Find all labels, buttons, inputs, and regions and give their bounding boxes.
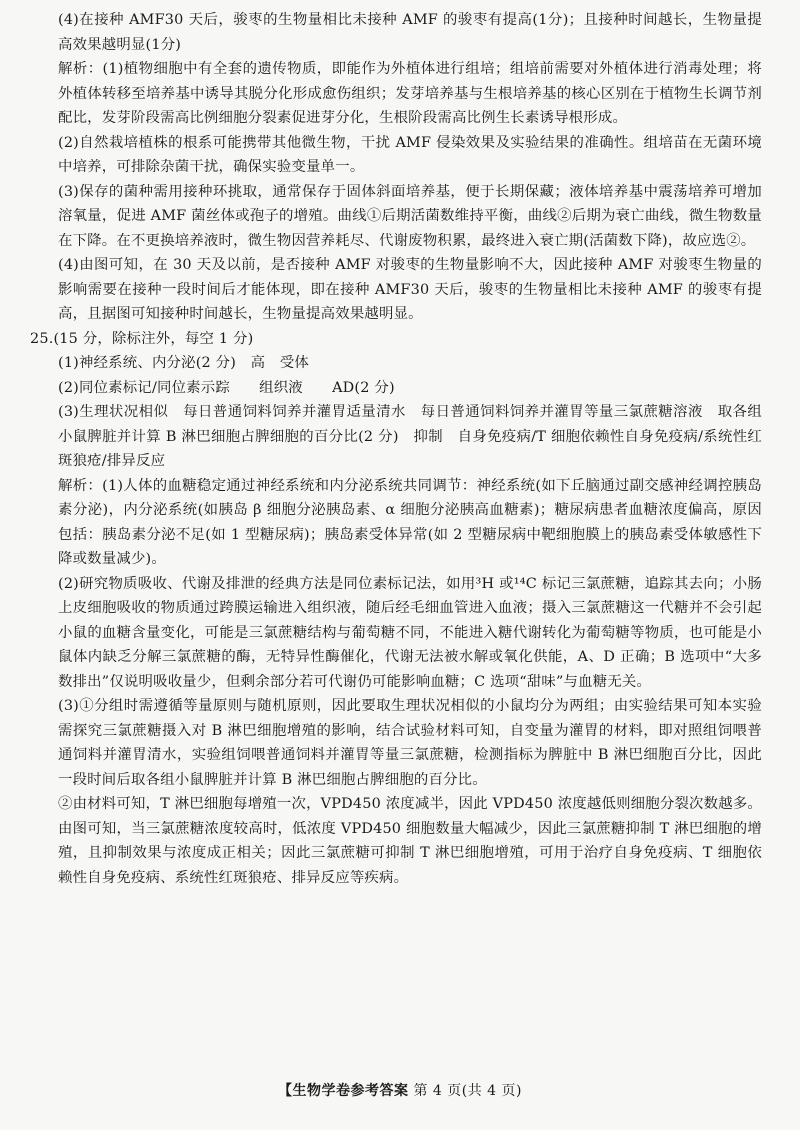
analysis-24-4: (4)由图可知，在 30 天及以前，是否接种 AMF 对骏枣的生物量影响不大，因此接种 AMF 对骏枣生物量的影响需要在接种一段时间后才能体现，即在接种 AMF30 天后，骏枣的生物量相比未接种 AMF 的骏枣有提高，且据图可知接种时间越长，生物量提高效果越明显。 <box>58 257 762 322</box>
footer-title: 【生物学卷参考答案 <box>278 1083 409 1099</box>
footer-page-number: 第 4 页(共 4 页) <box>413 1083 522 1099</box>
analysis-25-2: (2)研究物质吸收、代谢及排泄的经典方法是同位素标记法，如用³H 或¹⁴C 标记三氯蔗糖，追踪其去向；小肠上皮细胞吸收的物质通过跨膜运输进入组织液，随后经毛细血管进入血液；摄入三氯蔗糖这一代糖并不会引起小鼠的血糖含量变化，可能是三氯蔗糖结构与葡萄糖不同，不能进入糖代谢转化为葡萄糖等物质，也可能是小鼠体内缺乏分解三氯蔗糖的酶，无特异性酶催化，代谢无法被水解或氧化供能，A、D 正确；B 选项中“大多数排出”仅说明吸收量少，但剩余部分若可代谢仍可能影响血糖；C 选项“甜味”与血糖无关。 <box>58 575 762 690</box>
question-25-heading: 25.(15 分，除标注外，每空 1 分) <box>30 330 254 347</box>
analysis-25-1: 解析：(1)人体的血糖稳定通过神经系统和内分泌系统共同调节：神经系统(如下丘脑通过副交感神经调控胰岛素分泌)，内分泌系统(如胰岛 β 细胞分泌胰岛素、α 细胞分泌胰高血糖素)；糖尿病患者血糖浓度偏高，原因包括：胰岛素分泌不足(如 1 型糖尿病)；胰岛素受体异常(如 2 型糖尿病中靶细胞膜上的胰岛素受体敏感性下降或数量减少)。 <box>58 477 762 567</box>
answer-25-3: (3)生理状况相似 每日普通饲料饲养并灌胃适量清水 每日普通饲料饲养并灌胃等量三氯蔗糖溶液 取各组小鼠脾脏并计算 B 淋巴细胞占脾细胞的百分比(2 分) 抑制 自身免疫病/T 细胞依赖性自身免疫病/系统性红斑狼疮/排异反应 <box>58 404 762 469</box>
analysis-25-3-1: (3)①分组时需遵循等量原则与随机原则，因此要取生理状况相似的小鼠均分为两组；由实验结果可知本实验需探究三氯蔗糖摄入对 B 淋巴细胞增殖的影响，结合试验材料可知，自变量为灌胃的材料，即对照组饲喂普通饲料并灌胃清水，实验组饲喂普通饲料并灌胃等量三氯蔗糖，检测指标为脾脏中 B 淋巴细胞百分比，因此一段时间后取各组小鼠脾脏并计算 B 淋巴细胞占脾细胞的百分比。 <box>58 698 762 788</box>
analysis-24-3: (3)保存的菌种需用接种环挑取，通常保存于固体斜面培养基，便于长期保藏；液体培养基中震荡培养可增加溶氧量，促进 AMF 菌丝体或孢子的增殖。曲线①后期活菌数维持平衡，曲线②后期为衰亡曲线，微生物数量在下降。在不更换培养液时，微生物因营养耗尽、代谢废物积累，最终进入衰亡期(活菌数下降)，故应选②。 <box>58 183 762 249</box>
answer-25-1: (1)神经系统、内分泌(2 分) 高 受体 <box>58 355 310 371</box>
analysis-25-3-2: ②由材料可知，T 淋巴细胞每增殖一次，VPD450 浓度减半，因此 VPD450 浓度越低则细胞分裂次数越多。由图可知，当三氯蔗糖浓度较高时，低浓度 VPD450 细胞数量大幅减少，因此三氯蔗糖抑制 T 淋巴细胞的增殖，且抑制效果与浓度成正相关；因此三氯蔗糖可抑制 T 淋巴细胞增殖，可用于治疗自身免疫病、T 细胞依赖性自身免疫病、系统性红斑狼疮、排异反应等疾病。 <box>58 796 762 886</box>
analysis-24-2: (2)自然栽培植株的根系可能携带其他微生物，干扰 AMF 侵染效果及实验结果的准确性。组培苗在无菌环境中培养，可排除杂菌干扰，确保实验变量单一。 <box>58 134 762 175</box>
answer-24-4: (4)在接种 AMF30 天后，骏枣的生物量相比未接种 AMF 的骏枣有提高(1分)；且接种时间越长，生物量提高效果越明显(1分) <box>58 12 762 53</box>
answer-25-2: (2)同位素标记/同位素示踪 组织液 AD(2 分) <box>58 379 395 396</box>
page-footer <box>0 1080 800 1100</box>
analysis-24-1: 解析：(1)植物细胞中有全套的遗传物质，即能作为外植体进行组培；组培前需要对外植体进行消毒处理；将外植体转移至培养基中诱导其脱分化形成愈伤组织；发芽培养基与生根培养基的核心区别在于植物生长调节剂配比，发芽阶段需高比例细胞分裂素促进芽分化，生根阶段需高比例生长素诱导根形成。 <box>58 61 762 126</box>
